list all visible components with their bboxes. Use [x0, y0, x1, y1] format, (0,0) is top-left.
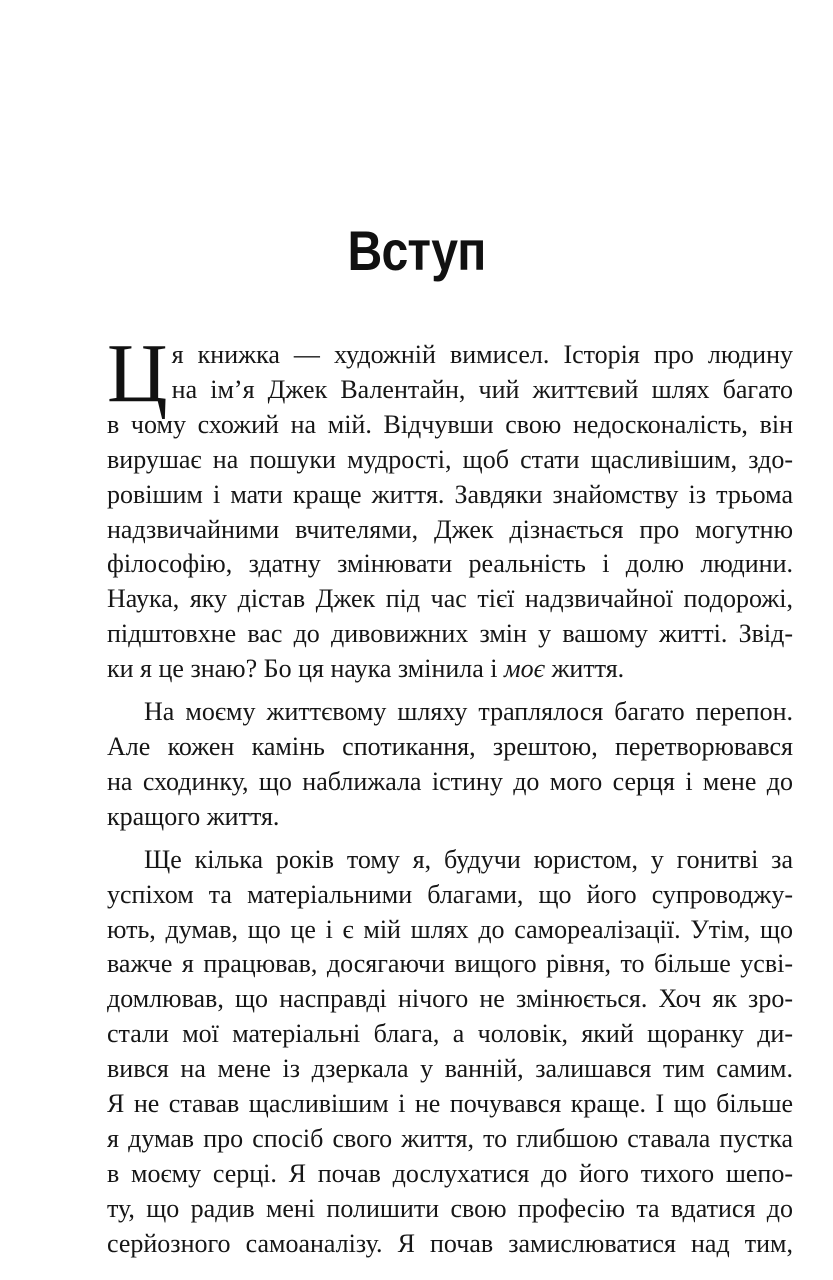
- text-line: на ім’я Джек Валентайн, чий життєвий шлях багато: [171, 374, 793, 404]
- text-line: стали мої матеріальні блага, а чоловік, який щоранку ди-: [107, 1019, 793, 1049]
- paragraph-2: [107, 695, 793, 835]
- text-line: філософію, здатну змінювати реальність і долю людини.: [107, 549, 793, 579]
- text-line: надзвичайними вчителями, Джек дізнається про могутню: [107, 514, 793, 544]
- body-text: [107, 327, 793, 1262]
- text-line-last: [107, 652, 793, 687]
- text-line: ровішим і мати краще життя. Завдяки знайомству із трьома: [107, 479, 793, 509]
- text-line: ту, що радив мені полишити свою професію та вдатися до: [107, 1193, 793, 1223]
- text-line: важче я працював, досягаючи вищого рівня, то більше усві-: [107, 949, 793, 979]
- italic-word: моє: [504, 654, 545, 684]
- text-line: на сходинку, що наближала істину до мого серця і мене до: [107, 766, 793, 796]
- text-line: На моєму життєвому шляху траплялося багато перепон.: [144, 697, 793, 727]
- text-line: підштовхне вас до дивовижних змін у вашому житті. Звід-: [107, 619, 793, 649]
- text-line: Я не ставав щасливішим і не почувався краще. І що більше: [107, 1089, 793, 1119]
- drop-cap: Ц: [107, 327, 168, 420]
- text-line: ють, думав, що це і є мій шлях до самореалізації. Утім, що: [107, 914, 793, 944]
- chapter-title: Вступ: [347, 219, 486, 282]
- text-line: в чому схожий на мій. Відчувши свою недосконалість, він: [107, 409, 793, 439]
- paragraph-3: [107, 843, 793, 1262]
- text-line: Наука, яку дістав Джек під час тієї надзвичайної подорожі,: [107, 584, 793, 614]
- text-line-last: кращого життя.: [107, 801, 280, 831]
- text-line: Але кожен камінь спотикання, зрештою, перетворювався: [107, 731, 793, 761]
- text-line: вився на мене із дзеркала у ванній, залишався тим самим.: [107, 1054, 793, 1084]
- text-line: в моєму серці. Я почав дослухатися до його тихого шепо-: [107, 1158, 793, 1188]
- text-fragment: ки я це знаю? Бо ця наука змінила і: [107, 654, 505, 684]
- text-line: серйозного самоаналізу. Я почав замислюватися над тим,: [107, 1228, 793, 1258]
- text-line: я думав про спосіб свого життя, то глибшою ставала пустка: [107, 1123, 793, 1153]
- text-fragment: життя.: [544, 654, 625, 684]
- paragraph-1: [107, 327, 793, 687]
- text-line: домлював, що насправді нічого не змінюється. Хоч як зро-: [107, 984, 793, 1014]
- text-line: я книжка — художній вимисел. Історія про людину: [171, 340, 793, 369]
- text-line: вирушає на пошуки мудрості, щоб стати щасливішим, здо-: [107, 444, 793, 474]
- text-line: Ще кілька років тому я, будучи юристом, у гонитві за: [144, 844, 793, 874]
- text-line: успіхом та матеріальними благами, що його супроводжу-: [107, 879, 793, 909]
